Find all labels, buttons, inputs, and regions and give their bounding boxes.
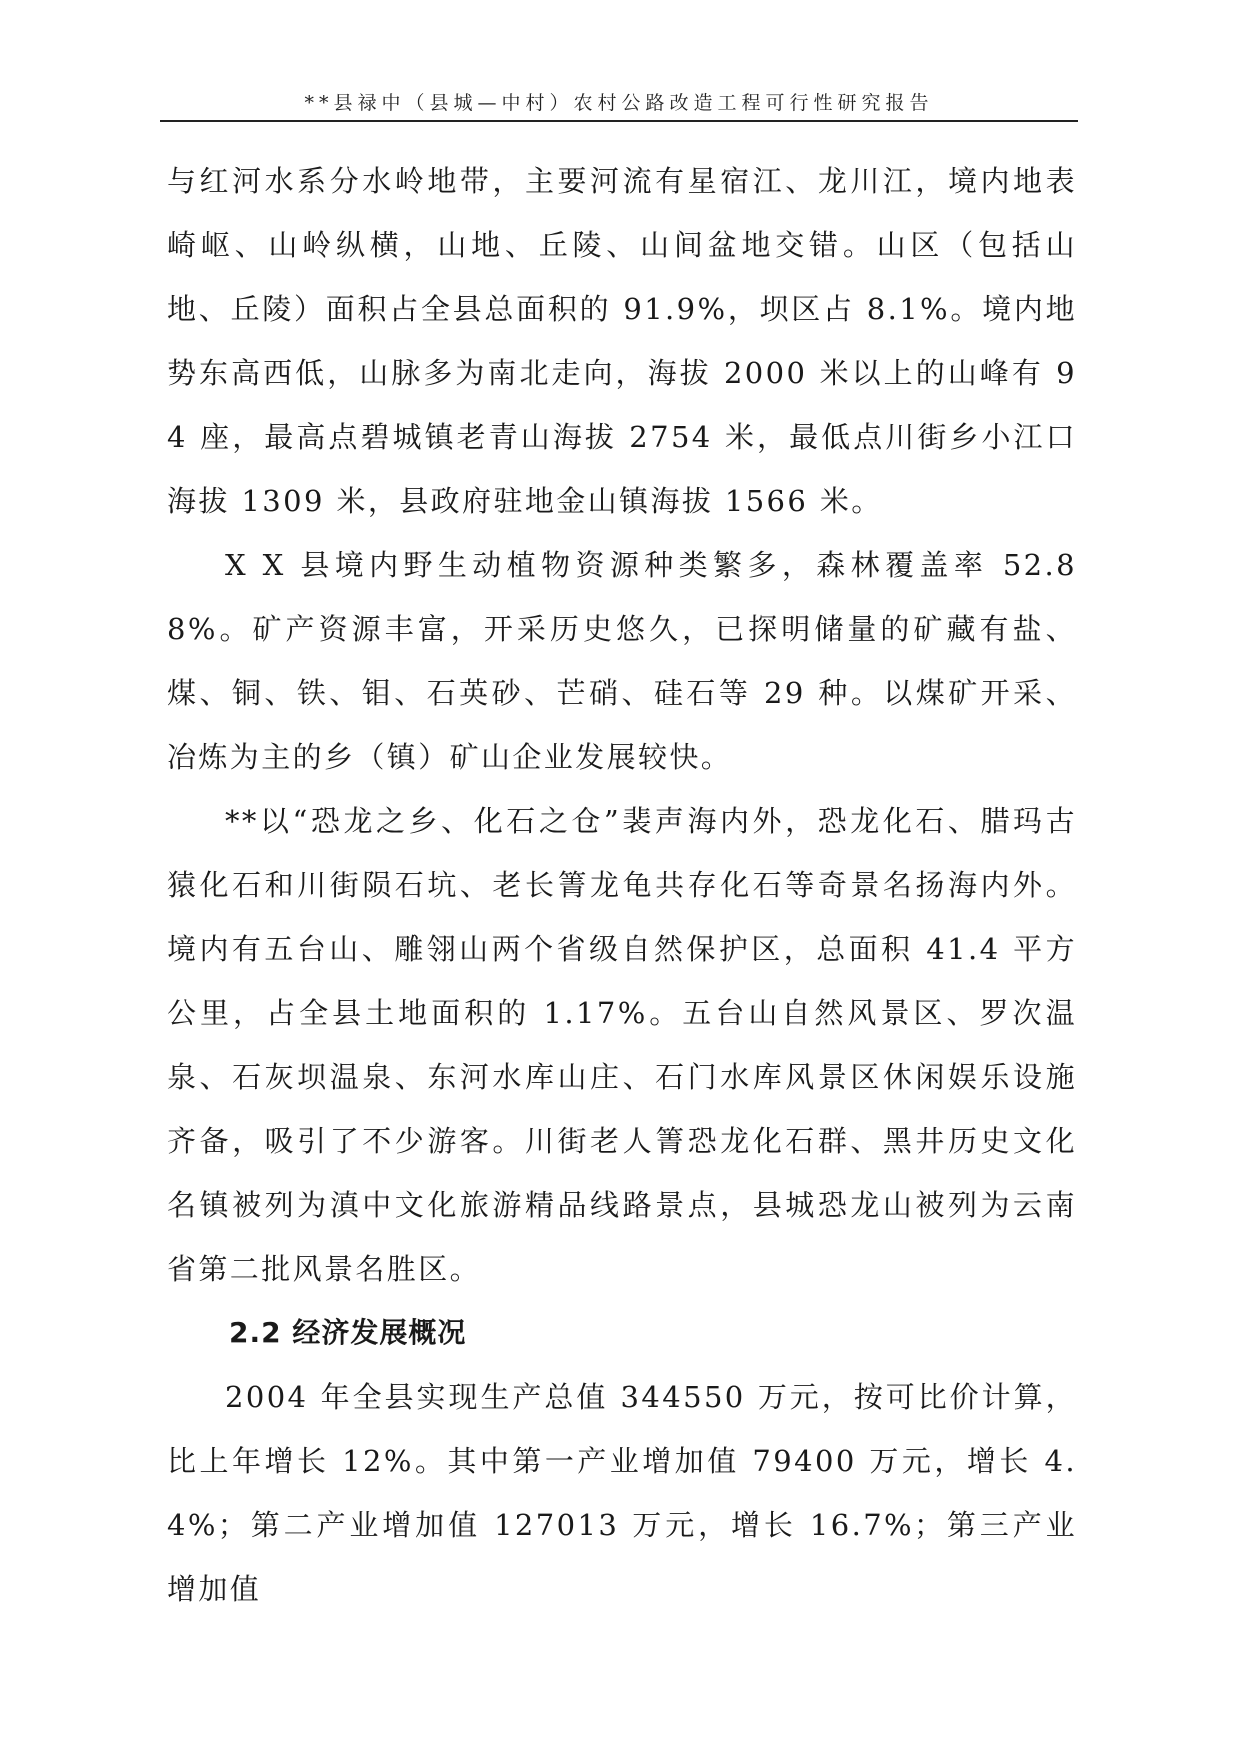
paragraph-terrain: 与红河水系分水岭地带，主要河流有星宿江、龙川江，境内地表崎岖、山岭纵横，山地、丘陵、山间盆地交错。山区（包括山地、丘陵）面积占全县总面积的 91.9%，坝区占 8.1%。境内地势东高西低，山脉多为南北走向，海拔 2000 米以上的山峰有 94 座，最高点碧城镇老青山海拔 2754 米，最低点川街乡小江口海拔 1309 米，县政府驻地金山镇海拔 1566 米。 [167, 164, 1077, 518]
section-heading: 2.2 经济发展概况 [229, 1316, 467, 1349]
paragraph-economy: 2004 年全县实现生产总值 344550 万元，按可比价计算，比上年增长 12%。其中第一产业增加值 79400 万元，增长 4.4%；第二产业增加值 127013 万元，增长 16.7%；第三产业增加值 [167, 1380, 1077, 1606]
running-header: **县禄中（县城—中村）农村公路改造工程可行性研究报告 [304, 92, 934, 114]
paragraph-resources: X X 县境内野生动植物资源种类繁多，森林覆盖率 52.88%。矿产资源丰富，开采历史悠久，已探明储量的矿藏有盐、煤、铜、铁、钼、石英砂、芒硝、硅石等 29 种。以煤矿开采、冶炼为主的乡（镇）矿山企业发展较快。 [167, 548, 1077, 774]
body-text [167, 149, 1077, 1621]
paragraph-tourism: **以“恐龙之乡、化石之仓”裴声海内外，恐龙化石、腊玛古猿化石和川街陨石坑、老长箐龙龟共存化石等奇景名扬海内外。境内有五台山、雕翎山两个省级自然保护区，总面积 41.4 平方公里，占全县土地面积的 1.17%。五台山自然风景区、罗次温泉、石灰坝温泉、东河水库山庄、石门水库风景区休闲娱乐设施齐备，吸引了不少游客。川街老人箐恐龙化石群、黑井历史文化名镇被列为滇中文化旅游精品线路景点，县城恐龙山被列为云南省第二批风景名胜区。 [167, 804, 1077, 1286]
header-rule [160, 120, 1078, 122]
